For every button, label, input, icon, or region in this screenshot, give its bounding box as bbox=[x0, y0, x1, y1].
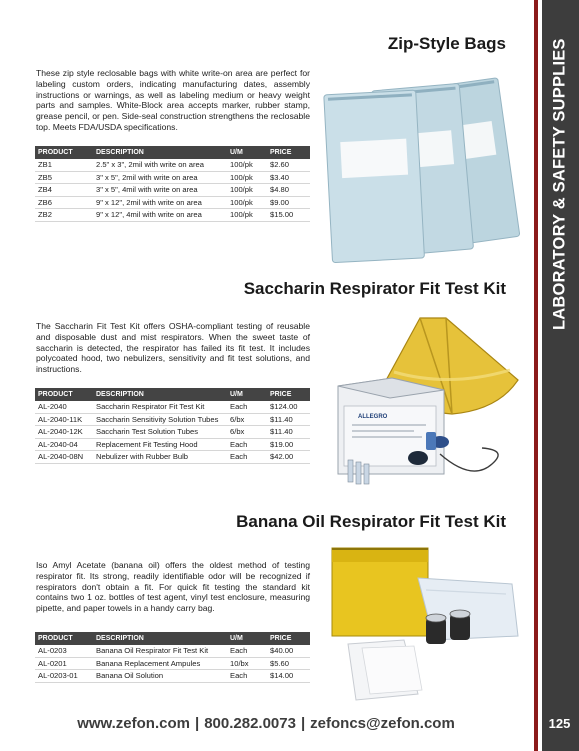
cell-product-code: AL-0203 bbox=[35, 645, 93, 657]
footer-website-link[interactable]: www.zefon.com bbox=[77, 715, 190, 732]
column-header-price: PRICE bbox=[267, 632, 310, 645]
cell-um: 10/bx bbox=[227, 657, 267, 670]
cell-um: 6/bx bbox=[227, 413, 267, 426]
table-row bbox=[35, 159, 310, 171]
column-header-um: U/M bbox=[227, 632, 267, 645]
cell-price: $15.00 bbox=[267, 209, 310, 222]
cell-description: Saccharin Test Solution Tubes bbox=[93, 426, 227, 439]
section-description-banana-oil-kit: Iso Amyl Acetate (banana oil) offers the oldest method of testing respirator fit. Its strong, readily identifiable odor will be recognized if respirators don't obtain a fit. For quick fit testing the standard kit contains two 1 oz. bottles of test agent, vinyl test enclosure, measuring pipette, and paper towels in a handy carry bag. bbox=[36, 560, 310, 614]
cell-um: Each bbox=[227, 438, 267, 451]
table-row bbox=[35, 209, 310, 222]
cell-product-code: AL-2040-04 bbox=[35, 438, 93, 451]
table-header-row bbox=[35, 388, 310, 401]
column-header-description: DESCRIPTION bbox=[93, 388, 227, 401]
column-header-price: PRICE bbox=[267, 388, 310, 401]
table-row bbox=[35, 426, 310, 439]
cell-description: 3" x 5", 2mil with write on area bbox=[93, 171, 227, 184]
footer bbox=[0, 712, 532, 736]
cell-price: $11.40 bbox=[267, 426, 310, 439]
cell-um: 100/pk bbox=[227, 159, 267, 171]
cell-product-code: AL-2040-08N bbox=[35, 451, 93, 464]
cell-description: 3" x 5", 4mil with write on area bbox=[93, 184, 227, 197]
column-header-description: DESCRIPTION bbox=[93, 146, 227, 159]
cell-um: 100/pk bbox=[227, 209, 267, 222]
cell-product-code: AL-0203-01 bbox=[35, 670, 93, 683]
hood-strap bbox=[440, 448, 498, 471]
cell-um: 100/pk bbox=[227, 184, 267, 197]
cell-product-code: ZB2 bbox=[35, 209, 93, 222]
table-header-row bbox=[35, 146, 310, 159]
cell-product-code: ZB5 bbox=[35, 171, 93, 184]
cell-description: Saccharin Respirator Fit Test Kit bbox=[93, 401, 227, 413]
column-header-product: PRODUCT bbox=[35, 632, 93, 645]
paper-towels bbox=[348, 640, 422, 700]
cell-um: Each bbox=[227, 451, 267, 464]
cell-price: $11.40 bbox=[267, 413, 310, 426]
cell-description: 9" x 12", 2mil with write on area bbox=[93, 196, 227, 209]
cell-um: 6/bx bbox=[227, 426, 267, 439]
cell-product-code: AL-2040-11K bbox=[35, 413, 93, 426]
cell-price: $5.60 bbox=[267, 657, 310, 670]
column-header-product: PRODUCT bbox=[35, 388, 93, 401]
table-row bbox=[35, 645, 310, 657]
section-title-banana-oil-kit: Banana Oil Respirator Fit Test Kit bbox=[236, 512, 506, 531]
cell-price: $3.40 bbox=[267, 171, 310, 184]
column-header-um: U/M bbox=[227, 146, 267, 159]
cell-price: $40.00 bbox=[267, 645, 310, 657]
column-header-price: PRICE bbox=[267, 146, 310, 159]
cell-description: Nebulizer with Rubber Bulb bbox=[93, 451, 227, 464]
cell-um: Each bbox=[227, 401, 267, 413]
column-header-product: PRODUCT bbox=[35, 146, 93, 159]
product-table-zip-bags bbox=[35, 146, 310, 222]
cell-product-code: AL-2040 bbox=[35, 401, 93, 413]
yellow-carry-bag bbox=[332, 548, 428, 636]
table-row bbox=[35, 438, 310, 451]
table-row bbox=[35, 184, 310, 197]
footer-separator: | bbox=[194, 715, 200, 732]
footer-email-link[interactable]: zefoncs@zefon.com bbox=[310, 715, 455, 732]
cell-price: $42.00 bbox=[267, 451, 310, 464]
table-row bbox=[35, 171, 310, 184]
column-header-description: DESCRIPTION bbox=[93, 632, 227, 645]
sidebar-red-stripe bbox=[534, 0, 538, 751]
cell-description: Banana Oil Respirator Fit Test Kit bbox=[93, 645, 227, 657]
cell-product-code: ZB1 bbox=[35, 159, 93, 171]
footer-separator: | bbox=[300, 715, 306, 732]
section-description-saccharin-kit: The Saccharin Fit Test Kit offers OSHA-compliant testing of reusable and disposable dust and mist respirators. When the sweet taste of saccharin is detected, the respirator has failed its fit test. It includes polycoated hood, two nebulizers, sensitivity and fit test solutions, and instructions. bbox=[36, 321, 310, 375]
table-row bbox=[35, 401, 310, 413]
section-title-saccharin-kit: Saccharin Respirator Fit Test Kit bbox=[243, 279, 506, 298]
product-table-banana-oil-kit bbox=[35, 632, 310, 683]
cell-um: Each bbox=[227, 645, 267, 657]
table-row bbox=[35, 657, 310, 670]
cell-price: $19.00 bbox=[267, 438, 310, 451]
cell-product-code: AL-0201 bbox=[35, 657, 93, 670]
column-header-um: U/M bbox=[227, 388, 267, 401]
cell-price: $9.00 bbox=[267, 196, 310, 209]
sidebar-category-label: LABORATORY & SAFETY SUPPLIES bbox=[550, 38, 569, 330]
cell-price: $4.80 bbox=[267, 184, 310, 197]
cell-description: Replacement Fit Testing Hood bbox=[93, 438, 227, 451]
cell-description: Banana Oil Solution bbox=[93, 670, 227, 683]
product-table-saccharin-kit bbox=[35, 388, 310, 464]
cell-description: 9" x 12", 4mil with write on area bbox=[93, 209, 227, 222]
cell-product-code: AL-2040-12K bbox=[35, 426, 93, 439]
table-header-row bbox=[35, 632, 310, 645]
cell-description: Saccharin Sensitivity Solution Tubes bbox=[93, 413, 227, 426]
table-row bbox=[35, 451, 310, 464]
cell-um: 100/pk bbox=[227, 196, 267, 209]
cell-description: 2.5" x 3", 2mil with write on area bbox=[93, 159, 227, 171]
section-title-zip-bags: Zip-Style Bags bbox=[387, 34, 506, 53]
table-row bbox=[35, 413, 310, 426]
cell-price: $2.60 bbox=[267, 159, 310, 171]
sidebar bbox=[532, 0, 579, 751]
cell-um: Each bbox=[227, 670, 267, 683]
cell-price: $124.00 bbox=[267, 401, 310, 413]
zip-bags-photo bbox=[322, 64, 522, 264]
table-row bbox=[35, 196, 310, 209]
cell-description: Banana Replacement Ampules bbox=[93, 657, 227, 670]
kit-box-brand-label: ALLEGRO bbox=[358, 414, 388, 420]
kit-box bbox=[338, 378, 444, 474]
cell-product-code: ZB6 bbox=[35, 196, 93, 209]
footer-phone[interactable]: 800.282.0073 bbox=[204, 715, 296, 732]
banana-oil-kit-photo bbox=[322, 544, 522, 704]
section-description-zip-bags: These zip style reclosable bags with white write-on area are perfect for labeling custom orders, indicating manufacturing dates, assembly instructions or warnings, as well as labeling medium or heavy weight parts and samples. White-Block area accepts marker, rubber stamp, grease pencil, or pen. Side-seal construction strengthens the reclosable top. Meets FDA/USDA specifications. bbox=[36, 68, 310, 132]
table-row bbox=[35, 670, 310, 683]
cell-um: 100/pk bbox=[227, 171, 267, 184]
saccharin-kit-photo bbox=[322, 314, 522, 494]
page-number: 125 bbox=[548, 716, 571, 731]
cell-product-code: ZB4 bbox=[35, 184, 93, 197]
cell-price: $14.00 bbox=[267, 670, 310, 683]
zip-bag-front bbox=[324, 90, 425, 263]
